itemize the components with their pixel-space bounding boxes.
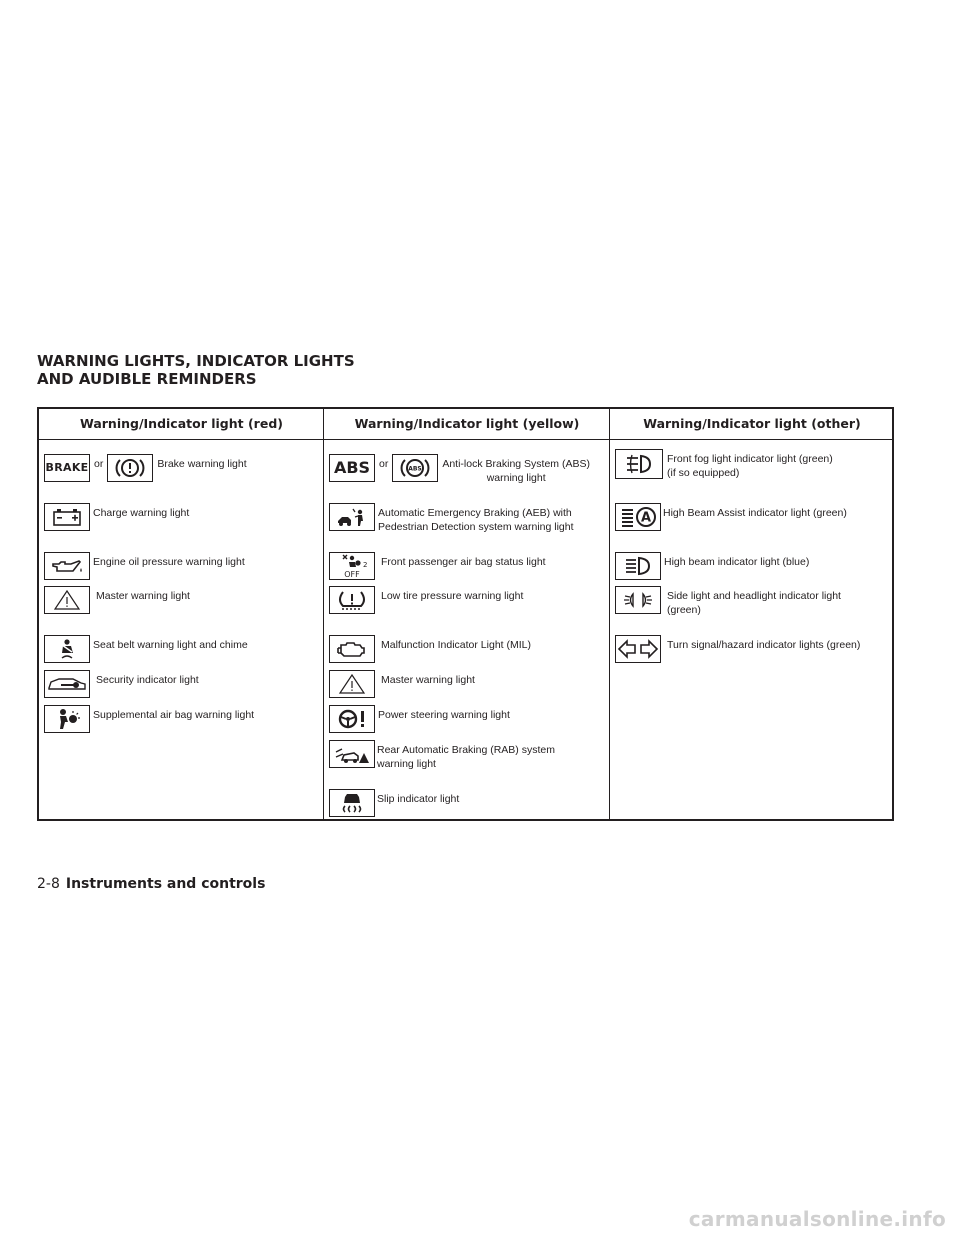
brake-text-icon: BRAKE xyxy=(44,454,90,482)
footer-section-name: Instruments and controls xyxy=(65,876,266,892)
list-item-passenger-airbag xyxy=(329,552,546,580)
header-red: Warning/Indicator light (red) xyxy=(79,416,283,431)
watermark-link[interactable]: carmanualsonline.info xyxy=(688,1207,946,1231)
engine-check-icon xyxy=(329,635,375,663)
hba-icon-text: A xyxy=(640,510,652,526)
side-headlight-icon xyxy=(615,586,661,614)
or-label: or xyxy=(94,458,104,470)
list-item-master-yellow xyxy=(329,670,475,698)
high-beam-assist-icon xyxy=(615,503,661,531)
side-light-label-line1: Side light and headlight indicator light xyxy=(667,590,841,602)
section-title-line2: AND AUDIBLE REMINDERS xyxy=(37,370,257,388)
list-item-fog xyxy=(615,449,833,480)
abs-circle-text: ABS xyxy=(408,465,423,473)
list-item-slip xyxy=(329,789,459,817)
or-label-yellow: or xyxy=(379,458,389,470)
brake-circle-icon xyxy=(107,454,153,482)
passenger-airbag-label: Front passenger air bag status light xyxy=(381,556,546,568)
rab-label-line1: Rear Automatic Braking (RAB) system xyxy=(377,744,555,756)
front-fog-light-icon xyxy=(615,449,663,479)
abs-label-line2: warning light xyxy=(486,472,546,484)
abs-label xyxy=(442,454,590,485)
airbag-passenger-icon xyxy=(44,705,90,733)
rear-automatic-braking-icon xyxy=(329,740,375,768)
seat-belt-icon xyxy=(44,635,90,663)
list-item-airbag xyxy=(44,705,254,733)
oil-can-icon xyxy=(44,552,90,580)
section-title xyxy=(37,352,355,388)
fog-label xyxy=(667,449,833,480)
column-divider-1 xyxy=(323,409,324,819)
header-other: Warning/Indicator light (other) xyxy=(643,416,861,431)
security-label: Security indicator light xyxy=(96,674,199,686)
steering-label: Power steering warning light xyxy=(378,709,510,721)
column-divider-2 xyxy=(609,409,610,819)
master-warning-triangle-icon xyxy=(44,586,90,614)
fog-label-line2: (if so equipped) xyxy=(667,467,740,479)
header-yellow: Warning/Indicator light (yellow) xyxy=(354,416,580,431)
list-item-turn-signal xyxy=(615,635,860,663)
security-car-key-icon xyxy=(44,670,90,698)
list-item-hba xyxy=(615,503,847,531)
list-item-security xyxy=(44,670,199,698)
list-item-tire xyxy=(329,586,523,614)
seatbelt-label: Seat belt warning light and chime xyxy=(93,639,248,651)
passenger-airbag-off-icon xyxy=(329,552,375,580)
rab-label-line2: warning light xyxy=(377,758,436,770)
svg-text:2: 2 xyxy=(363,561,368,569)
oil-label: Engine oil pressure warning light xyxy=(93,556,245,568)
aeb-label-line1: Automatic Emergency Braking (AEB) with xyxy=(378,507,572,519)
list-item-high-beam xyxy=(615,552,809,580)
list-item-charge xyxy=(44,503,189,531)
list-item-master-red xyxy=(44,586,190,614)
list-item-seatbelt xyxy=(44,635,248,663)
steering-wheel-warning-icon xyxy=(329,705,375,733)
slip-indicator-icon xyxy=(329,789,375,817)
page-number: 2-8 xyxy=(37,876,60,892)
passenger-airbag-off-text: OFF xyxy=(344,570,360,579)
side-light-label xyxy=(667,586,841,617)
fog-label-line1: Front fog light indicator light (green) xyxy=(667,453,833,465)
turn-signal-arrows-icon xyxy=(615,635,661,663)
tire-label: Low tire pressure warning light xyxy=(381,590,524,602)
master-warning-yellow-label: Master warning light xyxy=(381,674,475,686)
master-warning-label: Master warning light xyxy=(96,590,190,602)
warning-lights-table xyxy=(37,407,894,821)
abs-circle-icon xyxy=(392,454,438,482)
tire-pressure-icon xyxy=(329,586,375,614)
hba-label: High Beam Assist indicator light (green) xyxy=(663,507,847,519)
brake-label: Brake warning light xyxy=(157,458,247,470)
master-warning-triangle-icon xyxy=(329,670,375,698)
slip-label: Slip indicator light xyxy=(377,793,460,805)
page-footer xyxy=(37,876,265,892)
airbag-label: Supplemental air bag warning light xyxy=(93,709,255,721)
mil-label: Malfunction Indicator Light (MIL) xyxy=(381,639,531,651)
aeb-label xyxy=(378,503,574,534)
section-title-line1: WARNING LIGHTS, INDICATOR LIGHTS xyxy=(37,352,355,370)
charge-label: Charge warning light xyxy=(93,507,190,519)
side-light-label-line2: (green) xyxy=(667,604,701,616)
abs-text-icon: ABS xyxy=(329,454,375,482)
abs-label-line1: Anti-lock Braking System (ABS) xyxy=(442,458,590,470)
aeb-collision-icon xyxy=(329,503,375,531)
high-beam-icon xyxy=(615,552,661,580)
list-item-aeb xyxy=(329,503,574,534)
list-item-abs xyxy=(329,454,590,485)
list-item-steering xyxy=(329,705,510,733)
table-header-row xyxy=(39,409,892,440)
aeb-label-line2: Pedestrian Detection system warning light xyxy=(378,521,574,533)
list-item-brake xyxy=(44,454,247,482)
list-item-rab xyxy=(329,740,555,771)
list-item-side-light xyxy=(615,586,841,617)
high-beam-label: High beam indicator light (blue) xyxy=(664,556,810,568)
list-item-oil xyxy=(44,552,245,580)
rab-label xyxy=(377,740,555,771)
battery-icon xyxy=(44,503,90,531)
turn-signal-label: Turn signal/hazard indicator lights (green) xyxy=(667,639,861,651)
list-item-mil xyxy=(329,635,531,663)
